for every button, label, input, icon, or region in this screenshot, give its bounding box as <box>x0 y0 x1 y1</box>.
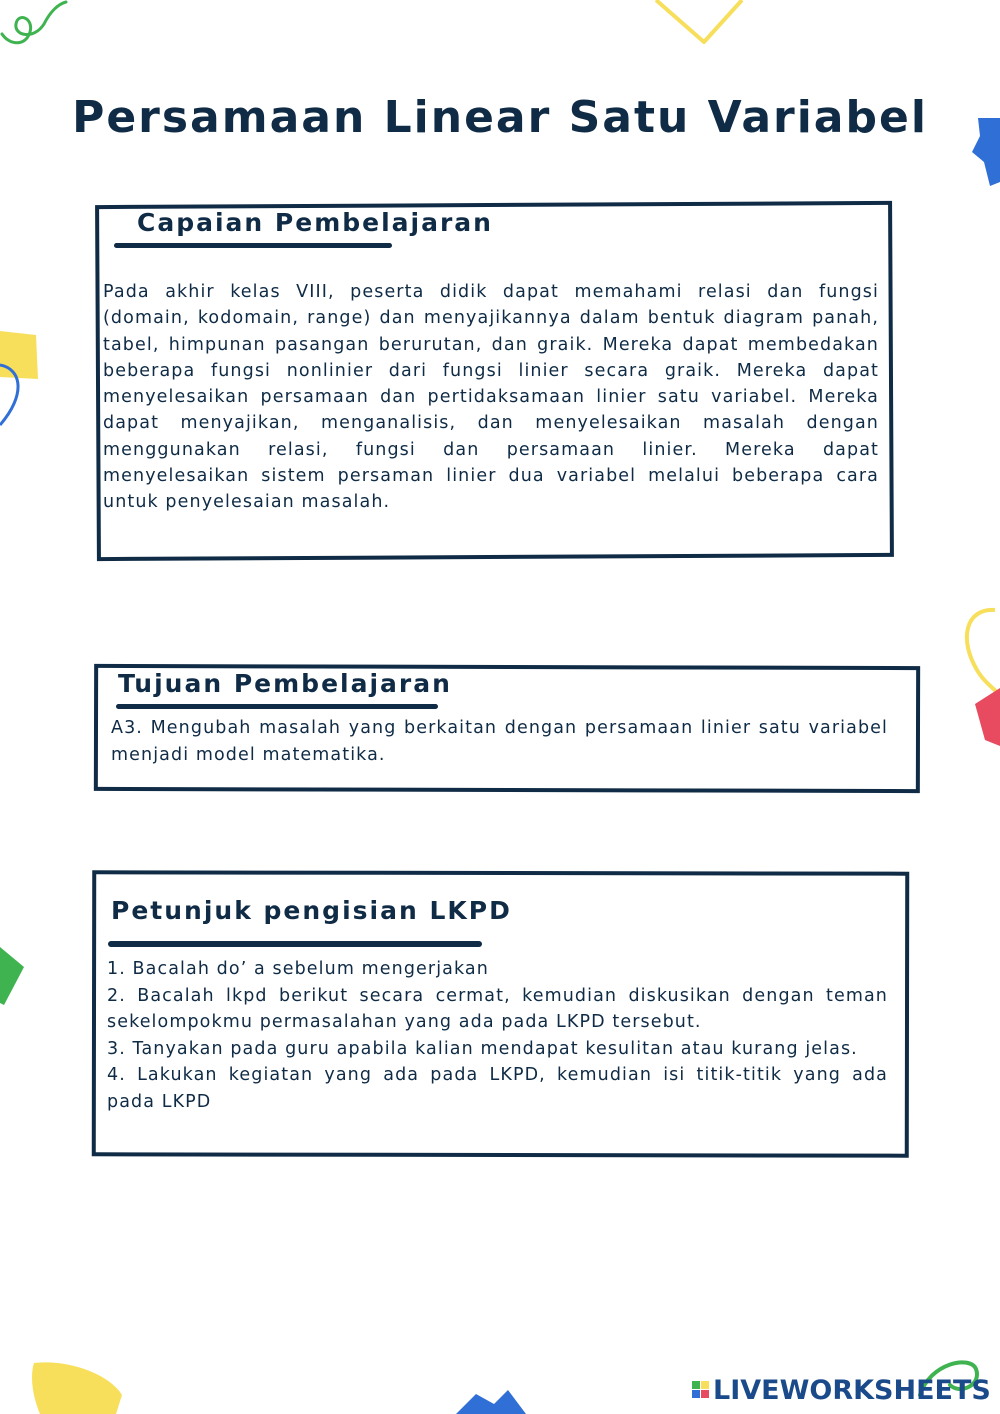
petunjuk-item: 3. Tanyakan pada guru apabila kalian mendapat kesulitan atau kurang jelas. <box>107 1038 858 1059</box>
green-squiggle-top-left <box>0 0 70 50</box>
petunjuk-item: 4. Lakukan kegiatan yang ada pada LKPD, kemudian isi titik-titik yang ada pada LKPD <box>107 1065 888 1112</box>
yellow-square-left <box>0 325 42 435</box>
capaian-text: Pada akhir kelas VIII, peserta didik dapat memahami relasi dan fungsi (domain, kodomain, range) dan menyajikannya dalam bentuk diagram panah, tabel, himpunan pasangan berurutan, dan graik. Mereka dapat membedakan beberapa fungsi nonlinier dari fungsi linier secara graik. Mereka dapat menyelesaikan persamaan dan pertidaksamaan linier satu variabel. Mereka dapat menyajikan, menganalisis, dan menyelesaikan masalah dengan menggunakan relasi, fungsi dan persamaan linier. Mereka dapat menyelesaikan sistem persaman linier dua variabel melalui beberapa cara untuk penyelesaian masalah. <box>103 282 879 513</box>
yellow-triangle-top <box>650 0 750 50</box>
tujuan-heading-underline <box>116 704 438 709</box>
tujuan-heading: Tujuan Pembelajaran <box>118 669 452 698</box>
tujuan-text: A3. Mengubah masalah yang berkaitan dengan persamaan linier satu variabel menjadi model matematika. <box>111 718 888 765</box>
yellow-red-shape-right <box>955 600 1000 750</box>
petunjuk-item: 1. Bacalah do’ a sebelum mengerjakan <box>107 959 489 979</box>
liveworksheets-logo-text: LIVEWORKSHEETS <box>713 1374 991 1406</box>
page-title: Persamaan Linear Satu Variabel <box>72 92 928 143</box>
petunjuk-list <box>107 956 888 1115</box>
capaian-heading-underline <box>114 243 392 248</box>
liveworksheets-logo-icon <box>692 1379 710 1401</box>
petunjuk-item: 2. Bacalah lkpd berikut secara cermat, kemudian diskusikan dengan teman sekelompokmu permasalahan yang ada pada LKPD tersebut. <box>107 985 888 1032</box>
yellow-wedge-bottom-left <box>30 1355 125 1414</box>
capaian-heading: Capaian Pembelajaran <box>137 208 493 237</box>
liveworksheets-logo <box>692 1374 991 1406</box>
petunjuk-heading: Petunjuk pengisian LKPD <box>111 896 512 925</box>
petunjuk-heading-underline <box>108 941 482 947</box>
green-triangle-left <box>0 945 26 1010</box>
blue-wedge-bottom <box>450 1388 530 1414</box>
